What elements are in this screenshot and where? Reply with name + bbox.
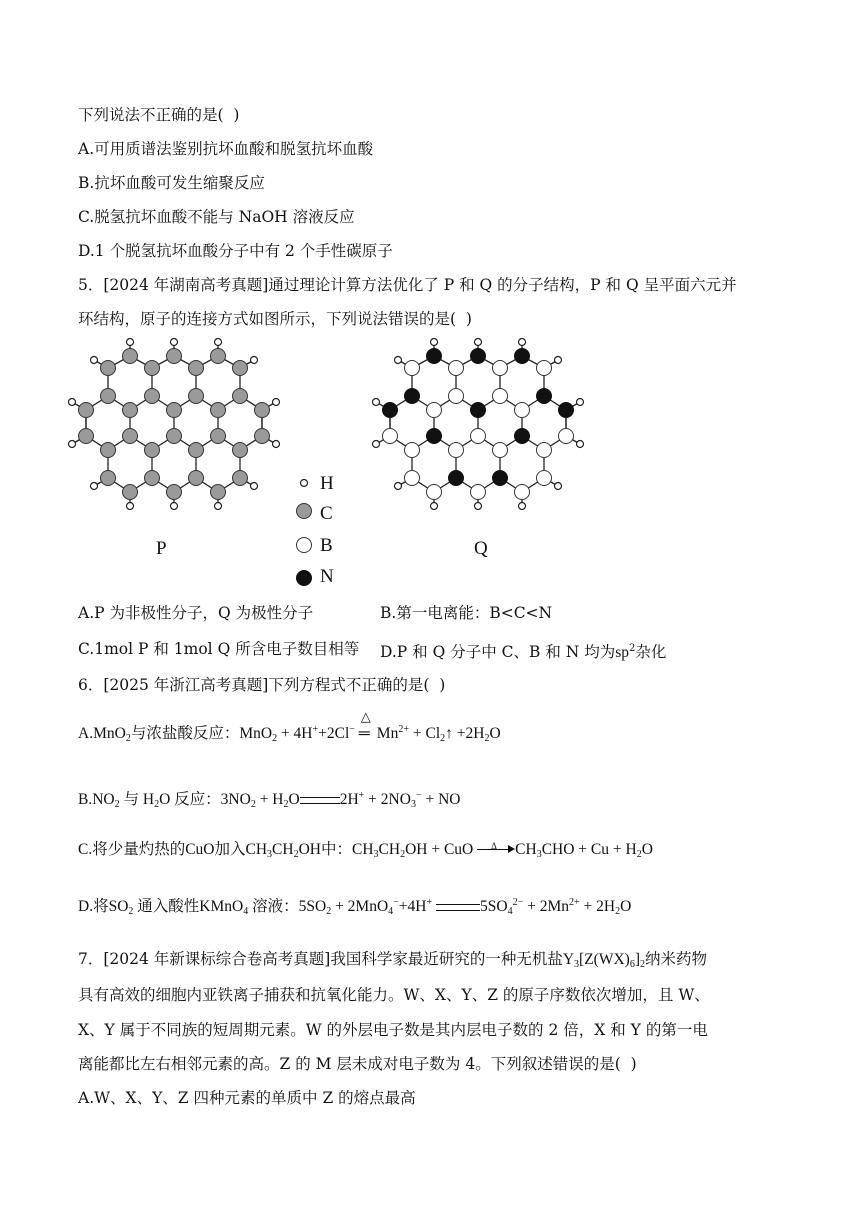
q5-option-c: C.1mol P 和 1mol Q 所含电子数目相等: [78, 640, 360, 658]
label-q: Q: [474, 538, 488, 559]
q5-option-b: B.第一电离能：B<C<N: [380, 604, 553, 622]
q4-option-a: A.可用质谱法鉴别抗坏血酸和脱氢抗坏血酸: [78, 140, 374, 158]
q5-stem-line1: 5．[2024 年湖南高考真题]通过理论计算方法优化了 P 和 Q 的分子结构，P 和 Q 呈平面六元并: [78, 276, 737, 294]
q7-stem-line3: X、Y 属于不同族的短周期元素。W 的外层电子数是其内层电子数的 2 倍，X 和 Y 的第一电: [78, 1021, 708, 1039]
q7-stem-line2: 具有高效的细胞内亚铁离子捕获和抗氧化能力。W、X、Y、Z 的原子序数依次增加，且 W、: [78, 986, 710, 1004]
legend-icons: [292, 474, 322, 584]
q7-option-a: A.W、X、Y、Z 四种元素的单质中 Z 的熔点最高: [78, 1089, 416, 1107]
q7-stem-line1: 7．[2024 年新课标综合卷高考真题]我国科学家最近研究的一种无机盐$Y_3[Z(WX)_6]_2$纳米药物: [78, 950, 708, 970]
q6-option-d: D.将$SO_2$ 通入酸性KMnO$_4$ 溶液：$5SO_2 + 2MnO_4^-+4H^+$ $5SO_4^{2-} + 2Mn^{2+} + 2H_2O$: [78, 897, 632, 917]
q4-option-d: D.1 个脱氢抗坏血酸分子中有 2 个手性碳原子: [78, 242, 393, 260]
q6-option-c: C.将少量灼热的CuO加入$CH_3CH_2OH$中：$CH_3CH_2OH$ + CuO Δ $CH_3CHO + Cu + H_2O$: [78, 839, 653, 866]
q4-option-b: B.抗坏血酸可发生缩聚反应: [78, 174, 265, 192]
delta-symbol: Δ: [491, 841, 497, 852]
q6-option-a: A.MnO$_2$与浓盐酸反应：MnO$_2$ + 4H++2Cl− △ ═ $Mn^{2+}$ + $Cl_2↑ +2H_2O$: [78, 719, 501, 750]
molecule-q-diagram: [374, 340, 584, 530]
q5-option-d: D.P 和 Q 分子中 C、B 和 N 均为$sp^2$杂化: [380, 643, 667, 661]
label-p: P: [156, 538, 167, 559]
q5-option-a: A.P 为非极性分子，Q 为极性分子: [78, 604, 314, 622]
legend-h: H: [320, 473, 334, 494]
legend-c: C: [320, 503, 333, 524]
q7-stem-line4: 离能都比左右相邻元素的高。Z 的 M 层未成对电子数为 4。下列叙述错误的是( ): [78, 1055, 637, 1073]
molecule-p-diagram: [70, 340, 280, 530]
legend-n: N: [320, 566, 334, 587]
q5-stem-line2: 环结构，原子的连接方式如图所示，下列说法错误的是( ): [78, 310, 472, 328]
q6-stem: 6．[2025 年浙江高考真题]下列方程式不正确的是( ): [78, 676, 446, 694]
q4-stem: 下列说法不正确的是( ): [78, 106, 240, 124]
legend-b: B: [320, 535, 333, 556]
heating-symbol: △: [360, 709, 371, 724]
q6-option-b: $B.NO_2$ 与 $H_2O$ 反应：$3NO_2 + H_2O$ $2H^+ + 2NO_3^-$ + NO: [78, 790, 461, 810]
q4-option-c: C.脱氢抗坏血酸不能与 NaOH 溶液反应: [78, 208, 355, 226]
